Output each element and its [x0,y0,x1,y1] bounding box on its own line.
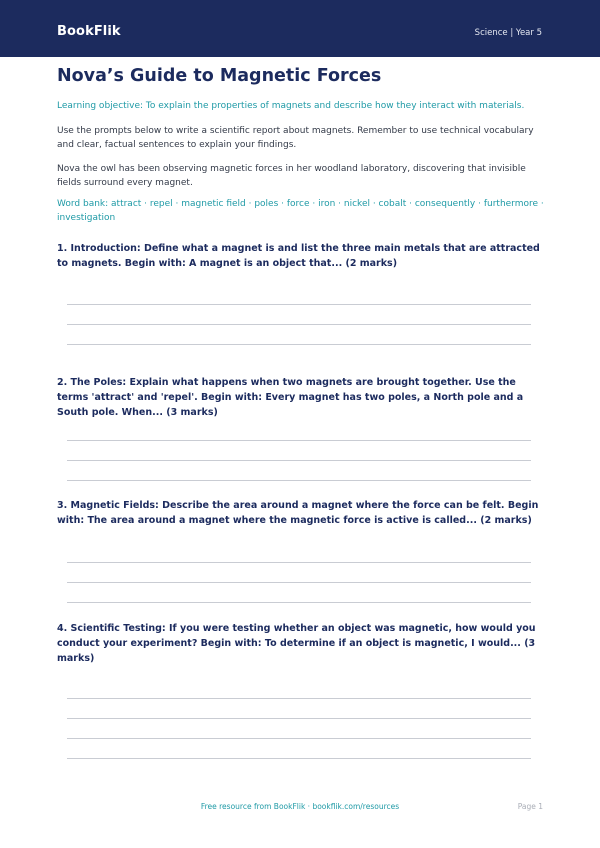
answer-line[interactable] [67,602,531,603]
learning-objective: Learning objective: To explain the properties of magnets and describe how they interact with materials. [57,101,525,111]
question-1: 1. Introduction: Define what a magnet is and list the three main metals that are attracted to magnets. Begin with: A magnet is an object that... (2 marks) [57,243,540,269]
answer-line[interactable] [67,758,531,759]
instructions-paragraph: Use the prompts below to write a scientific report about magnets. Remember to use technical vocabulary and clear, factual sentences to explain your findings. [57,126,534,150]
page-title: Nova’s Guide to Magnetic Forces [57,66,382,86]
question-2: 2. The Poles: Explain what happens when two magnets are brought together. Use the terms 'attract' and 'repel'. Begin with: Every magnet has two poles, a North pole and a South pole. When... (3 marks) [57,377,524,418]
answer-line[interactable] [67,718,531,719]
question-3: 3. Magnetic Fields: Describe the area around a magnet where the force can be felt. Begin with: The area around a magnet where the magnetic force is active is called... (2 marks) [57,500,539,526]
answer-line[interactable] [67,304,531,305]
answer-line[interactable] [67,344,531,345]
subject-year-label: Science | Year 5 [474,28,542,38]
answer-line[interactable] [67,562,531,563]
answer-line[interactable] [67,738,531,739]
answer-line[interactable] [67,460,531,461]
page-number: Page 1 [517,802,543,811]
footer-link[interactable]: Free resource from BookFlik · bookflik.com/resources [200,802,400,811]
question-4: 4. Scientific Testing: If you were testing whether an object was magnetic, how would you conduct your experiment? Begin with: To determine if an object is magnetic, I would... (3 marks) [57,623,536,664]
brand-logo: BookFlik [57,24,121,39]
context-paragraph: Nova the owl has been observing magnetic forces in her woodland laboratory, discovering that invisible fields surround every magnet. [57,164,526,188]
answer-line[interactable] [67,440,531,441]
answer-line[interactable] [67,480,531,481]
answer-line[interactable] [67,698,531,699]
answer-line[interactable] [67,324,531,325]
word-bank: Word bank: attract · repel · magnetic field · poles · force · iron · nickel · cobalt · consequently · furthermore · investigation [57,199,544,223]
page-header [0,0,600,57]
answer-line[interactable] [67,582,531,583]
